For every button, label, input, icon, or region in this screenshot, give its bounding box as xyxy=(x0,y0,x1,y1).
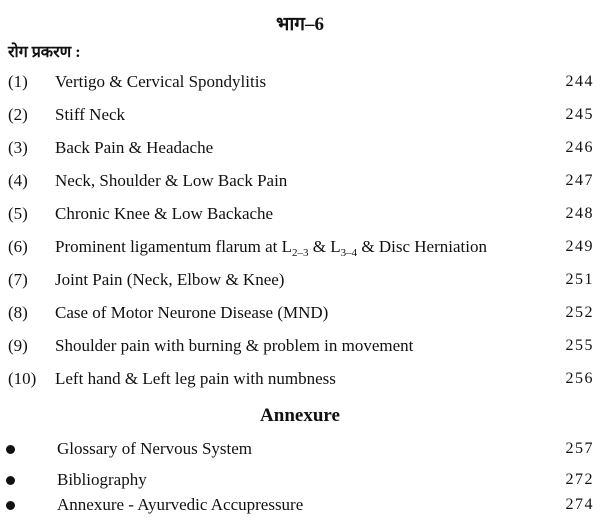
entry-number: (1) xyxy=(8,72,28,91)
annexure-entry xyxy=(0,467,600,493)
toc-entry xyxy=(0,300,600,326)
entry-number: (5) xyxy=(8,204,28,223)
entry-number: (2) xyxy=(8,105,28,124)
toc-entry xyxy=(0,234,600,260)
toc-entry xyxy=(0,366,600,392)
entry-number: (8) xyxy=(8,303,28,322)
annexure-entry-title: Annexure - Ayurvedic Accupressure xyxy=(57,495,304,514)
entry-page: 244 xyxy=(565,73,594,90)
entry-page: 249 xyxy=(565,238,594,255)
toc-entry xyxy=(0,135,600,161)
toc-entry xyxy=(0,102,600,128)
entry-number: (10) xyxy=(8,369,37,388)
entry-page: 245 xyxy=(565,106,594,123)
entry-number: (3) xyxy=(8,138,28,157)
annexure-entry xyxy=(0,492,600,518)
entry-number: (9) xyxy=(8,336,28,355)
toc-entry xyxy=(0,333,600,359)
annexure-title: Annexure xyxy=(260,405,340,426)
entry-number: (7) xyxy=(8,270,28,289)
toc-entry xyxy=(0,168,600,194)
annexure-entry-page: 274 xyxy=(565,496,594,513)
entry-number: (6) xyxy=(8,237,28,256)
entry-page: 252 xyxy=(565,304,594,321)
subscript: 2–3 xyxy=(292,247,309,259)
entry-page: 248 xyxy=(565,205,594,222)
annexure-entry-title: Bibliography xyxy=(57,470,147,489)
toc-entry xyxy=(0,267,600,293)
bullet-icon xyxy=(6,501,15,510)
annexure-entry-title: Glossary of Nervous System xyxy=(57,439,253,458)
entry-title-part: & L xyxy=(308,237,341,256)
entry-title: Stiff Neck xyxy=(55,105,126,124)
bullet-icon xyxy=(6,445,15,454)
entry-page: 246 xyxy=(565,139,594,156)
annexure-entry xyxy=(0,436,600,462)
entry-title-part: & Disc Herniation xyxy=(357,237,487,256)
entry-title: Back Pain & Headache xyxy=(55,138,214,157)
entry-title: Case of Motor Neurone Disease (MND) xyxy=(55,303,329,322)
entry-title: Joint Pain (Neck, Elbow & Knee) xyxy=(55,270,285,289)
entry-title: Vertigo & Cervical Spondylitis xyxy=(55,72,267,91)
entry-page: 255 xyxy=(565,337,594,354)
entry-number: (4) xyxy=(8,171,28,190)
section-title: रोग प्रकरण : xyxy=(8,44,81,61)
entry-title: Neck, Shoulder & Low Back Pain xyxy=(55,171,288,190)
part-title: भाग–6 xyxy=(276,14,324,35)
entry-title-part: Prominent ligamentum flarum at L xyxy=(55,237,293,256)
subscript: 3–4 xyxy=(340,247,358,259)
entry-page: 251 xyxy=(565,271,594,288)
bullet-icon xyxy=(6,476,15,485)
toc-entry xyxy=(0,201,600,227)
annexure-entry-page: 257 xyxy=(565,440,594,457)
entry-page: 247 xyxy=(565,172,594,189)
entry-title: Chronic Knee & Low Backache xyxy=(55,204,274,223)
entry-title: Left hand & Left leg pain with numbness xyxy=(55,369,336,388)
annexure-entry-page: 272 xyxy=(565,471,594,488)
entry-title: Shoulder pain with burning & problem in movement xyxy=(55,336,414,355)
entry-page: 256 xyxy=(565,370,594,387)
toc-entry xyxy=(0,69,600,95)
entry-title xyxy=(55,234,487,260)
